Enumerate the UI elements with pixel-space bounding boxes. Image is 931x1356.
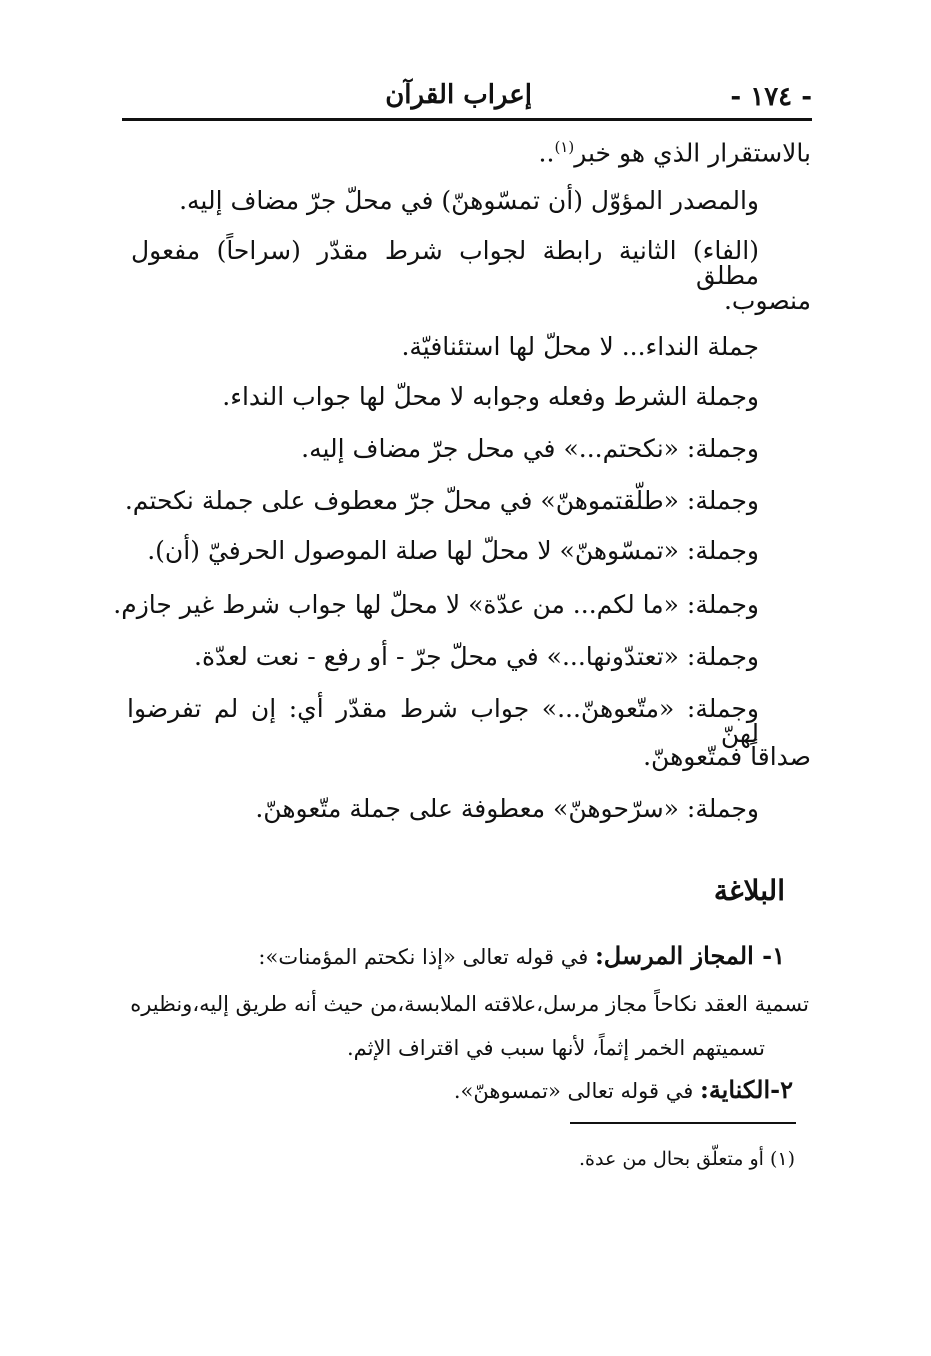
rhetoric-item-2-text: في قوله تعالى «تمسوهنّ». [453, 1079, 694, 1103]
page-number: - ١٧٤ - [730, 82, 812, 112]
text-line-6: وجملة الشرط وفعله وجوابه لا محلّ لها جواب النداء. [222, 382, 759, 411]
text-line-12: وجملة: «متّعوهنّ...» جواب شرط مقدّر أي: إن لم تفرضوا لهنّ [127, 694, 759, 748]
text-line-8: وجملة: «طلّقتموهنّ» في محلّ جرّ معطوف على جملة نكحتم. [124, 486, 759, 515]
footnote-rule [570, 1122, 796, 1124]
rhetoric-item-2 [453, 1075, 793, 1104]
rhetoric-item-1-line-2: تسمية العقد نكاحاً مجاز مرسل،علاقته الملابسة،من حيث أنه طريق إليه،ونظيره [130, 992, 809, 1016]
text-line-10: وجملة: «ما لكم... من عدّة» لا محلّ لها جواب شرط غير جازم. [113, 590, 759, 619]
rhetoric-item-1-text: في قوله تعالى «إذا نكحتم المؤمنات»: [258, 945, 589, 969]
text-line-11: وجملة: «تعتدّونها...» في محلّ جرّ - أو رفع - نعت لعدّة. [194, 642, 759, 671]
text-line-3: (الفاء) الثانية رابطة لجواب شرط مقدّر (سراحاً) مفعول مطلق [131, 236, 759, 290]
footnote-marker: (١) [554, 138, 575, 156]
rhetoric-item-1-line-3: تسميتهم الخمر إثماً، لأنها سبب في اقتراف الإثم. [347, 1036, 765, 1060]
rhetoric-item-1-label: ١- المجاز المرسل: [594, 941, 785, 970]
text-line-13: صداقاً فمتّعوهنّ. [643, 742, 811, 771]
rhetoric-item-2-label: ٢-الكناية: [699, 1075, 793, 1104]
footnote: (١) أو متعلّق بحال من عدة. [578, 1148, 795, 1170]
running-title: إعراب القرآن [385, 80, 532, 110]
header-rule [122, 118, 812, 121]
text-line-4: منصوب. [723, 286, 811, 315]
section-heading: البلاغة [713, 874, 785, 907]
text-line-14: وجملة: «سرّحوهنّ» معطوفة على جملة متّعوهنّ. [255, 794, 759, 823]
rhetoric-item-1 [258, 941, 785, 970]
text-line-5: جملة النداء... لا محلّ لها استئنافيّة. [401, 332, 759, 361]
text-line-2: والمصدر المؤوّل (أن تمسّوهنّ) في محلّ جرّ مضاف إليه. [179, 186, 759, 215]
text-line-9: وجملة: «تمسّوهنّ» لا محلّ لها صلة الموصول الحرفيّ (أن). [147, 536, 759, 565]
page-header [122, 76, 812, 116]
text-line-7: وجملة: «نكحتم...» في محل جرّ مضاف إليه. [301, 434, 759, 463]
text-line-1: بالاستقرار الذي هو خبر$^{(١)}$.. [538, 138, 811, 168]
